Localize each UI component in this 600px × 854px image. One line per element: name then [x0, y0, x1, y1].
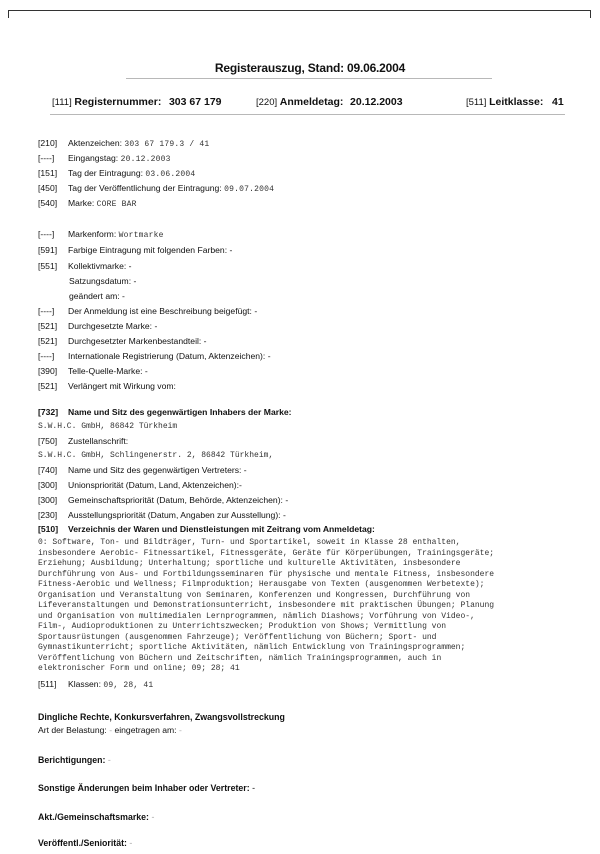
field-aktenzeichen: [38, 138, 209, 150]
field-code: [300]: [38, 495, 58, 505]
field-label: Eingangstag:: [68, 153, 119, 163]
field-unionsprioritaet: [38, 480, 242, 491]
field-code: [591]: [38, 245, 58, 255]
anm-value: 20.12.2003: [350, 96, 403, 108]
field-beschreibung: [38, 306, 257, 317]
field-verlaengert: [38, 381, 176, 392]
field-code: [511]: [38, 679, 57, 689]
field-code: [510]: [38, 524, 59, 534]
field-satzungsdatum: [69, 276, 136, 287]
page-border-right: [590, 10, 591, 18]
field-value: -: [151, 812, 155, 822]
field-label: geändert am:: [69, 291, 120, 301]
field-value: 20.12.2003: [120, 155, 171, 164]
klasse-code: [511]: [466, 97, 487, 108]
field-code: [740]: [38, 465, 58, 475]
veroeffentl-senioritaet: [38, 838, 132, 848]
field-label: Durchgesetzte Marke:: [68, 321, 153, 331]
field-value: -: [229, 245, 233, 255]
field-label: Durchgesetzter Markenbestandteil:: [68, 336, 202, 346]
field-value: -: [252, 783, 256, 793]
field-gemeinschaftsprioritaet: [38, 495, 288, 506]
klasse-value: 41: [552, 96, 564, 108]
field-code: [----]: [38, 351, 55, 361]
field-value: -: [282, 510, 286, 520]
berichtigungen: [38, 755, 111, 765]
field-eintragung: [38, 168, 195, 180]
field-label: Gemeinschaftspriorität (Datum, Behörde, Aktenzeichen):: [68, 495, 283, 505]
field-code: [732]: [38, 407, 59, 417]
waren-line: Durchführung von Aus- und Fortbildungsseminaren für physische und mentale Fitness, insbesondere: [38, 569, 495, 579]
field-label: Berichtigungen:: [38, 755, 106, 765]
waren-line: insbesondere Aerobic- Fitnessartikel, Fitnessgeräte, Geräte für Körperübungen, Trainingsgeräte;: [38, 548, 495, 558]
field-code: [521]: [38, 321, 58, 331]
field-value: -: [144, 366, 148, 376]
field-value: -: [128, 261, 132, 271]
anm-label: Anmeldetag:: [279, 96, 344, 108]
field-ausstellungsprioritaet: [38, 510, 286, 521]
field-label: Akt./Gemeinschaftsmarke:: [38, 812, 149, 822]
reg-label: Registernummer:: [74, 96, 162, 108]
field-value: -: [254, 306, 258, 316]
field-code: [151]: [38, 168, 58, 178]
page-border-top: [8, 10, 591, 11]
field-veroeffentlichung: [38, 183, 274, 195]
field-code: [521]: [38, 336, 58, 346]
field-value: -: [129, 838, 133, 848]
field-label: Satzungsdatum:: [69, 276, 132, 286]
field-label: Klassen:: [68, 679, 101, 689]
field-label: Aktenzeichen:: [68, 138, 122, 148]
field-label: Name und Sitz des gegenwärtigen Inhabers der Marke:: [68, 407, 292, 417]
field-value: -: [154, 321, 158, 331]
field-label: Zustellanschrift:: [68, 436, 129, 446]
field-code: [540]: [38, 198, 58, 208]
field-label: Farbige Eintragung mit folgenden Farben:: [68, 245, 228, 255]
field-value: -: [122, 291, 125, 301]
field-value: -: [243, 465, 247, 475]
field-belastung: [38, 725, 182, 736]
field-markenform: [38, 229, 164, 241]
field-code: [210]: [38, 138, 58, 148]
field-vertreter: [38, 465, 247, 476]
field-eingangstag: [38, 153, 171, 165]
header-divider: [50, 114, 565, 115]
field-value: 09, 28, 41: [103, 681, 154, 690]
field-value: -: [203, 336, 207, 346]
field-value: -: [267, 351, 271, 361]
zustellanschrift-value: S.W.H.C. GmbH, Schlingenerstr. 2, 86842 Türkheim,: [38, 451, 274, 460]
klasse-label: Leitklasse:: [489, 96, 544, 108]
field-kollektiv: [38, 261, 132, 272]
sonstige-aenderungen: [38, 783, 255, 793]
field-value: 03.06.2004: [145, 170, 196, 179]
field-label: Markenform:: [68, 229, 117, 239]
field-label: Kollektivmarke:: [68, 261, 127, 271]
registernummer: [52, 96, 222, 108]
field-label: Name und Sitz des gegenwärtigen Vertreters:: [68, 465, 242, 475]
field-label: Tag der Veröffentlichung der Eintragung:: [68, 183, 222, 193]
reg-value: 303 67 179: [168, 96, 222, 108]
field-label: Veröffentl./Seniorität:: [38, 838, 127, 848]
field-inhaber: [38, 407, 292, 418]
field-durchgesetzte-marke: [38, 321, 157, 332]
field-marke: [38, 198, 137, 210]
anmeldetag: [256, 96, 403, 108]
waren-line: Film-, Audioproduktionen zu Unterrichtszwecken; Produktion von Shows; Vermittlung von: [38, 622, 447, 631]
field-code: [521]: [38, 381, 58, 391]
leitklasse: [466, 96, 564, 108]
field-label: Art der Belastung:: [38, 725, 107, 735]
field-value: -: [178, 725, 182, 735]
field-value: -: [285, 495, 289, 505]
waren-line: elektronischer Form und online; 09; 28; 41: [38, 664, 240, 673]
field-code: [300]: [38, 480, 58, 490]
waren-line: Gymnastikunterricht; sportliche Aktivitäten, nämlich Entwicklung von Trainingsprogrammen;: [38, 643, 466, 652]
dingliche-rechte-title: Dingliche Rechte, Konkursverfahren, Zwangsvollstreckung: [38, 712, 285, 722]
field-value: 303 67 179.3 / 41: [124, 140, 210, 149]
field-value: -: [107, 755, 111, 765]
field-label: Internationale Registrierung (Datum, Aktenzeichen):: [68, 351, 266, 361]
field-label: Ausstellungspriorität (Datum, Angaben zur Ausstellung):: [68, 510, 281, 520]
field-code: [230]: [38, 510, 58, 520]
field-code: [----]: [38, 306, 55, 316]
field-code: [450]: [38, 183, 58, 193]
field-code: [750]: [38, 436, 58, 446]
title-divider: [126, 78, 492, 79]
waren-line: 0: Software, Ton- und Bildträger, Turn- und Sportartikel, soweit in Klasse 28 enthalten,: [38, 538, 461, 547]
field-code: [----]: [38, 229, 55, 239]
field-klassen: [38, 679, 153, 691]
field-farbig: [38, 245, 232, 256]
reg-code: [111]: [52, 97, 72, 108]
field-code: [----]: [38, 153, 55, 163]
field-telle-quelle: [38, 366, 148, 377]
waren-line: Veröffentlichung von Büchern und Zeitschriften, nämlich Trainingsprogrammen, auch in: [38, 653, 442, 663]
anm-code: [220]: [256, 97, 278, 108]
field-code: [390]: [38, 366, 58, 376]
field-label: Marke:: [68, 198, 95, 208]
field-value: 09.07.2004: [224, 185, 275, 194]
waren-line: Fitness-Aerobic und Wellness; Filmproduktion; Herausgabe von Texten (ausgenommen Werbetexte);: [38, 580, 485, 589]
waren-line: Sportausrüstungen (ausgenommen Fahrzeuge); Veröffentlichung von Büchern; Sport- und: [38, 632, 437, 642]
field-geaendert: [69, 291, 125, 302]
waren-line: Organisation und Veranstaltung von Seminaren, Konferenzen und Kongressen, Durchführung von: [38, 590, 471, 600]
waren-line: und Organisation von multimedialen Lernprogrammen, nämlich Diashows; Vorführung von Video-,: [38, 611, 475, 621]
page-border-left: [8, 10, 9, 18]
field-value: -: [239, 480, 242, 490]
page-title: Registerauszug, Stand: 09.06.2004: [214, 61, 406, 75]
field-code: [551]: [38, 261, 58, 271]
field-internationale-registrierung: [38, 351, 271, 362]
field-label: Der Anmeldung ist eine Beschreibung beigefügt:: [68, 306, 252, 316]
field-markenbestandteil: [38, 336, 207, 347]
waren-line: Erziehung; Ausbildung; Unterhaltung; sportliche und kulturelle Aktivitäten, insbesondere: [38, 559, 461, 568]
field-value: Wortmarke: [118, 231, 164, 240]
field-label: Verlängert mit Wirkung vom:: [68, 381, 176, 391]
akt-gemeinschaftsmarke: [38, 812, 154, 822]
inhaber-value: S.W.H.C. GmbH, 86842 Türkheim: [38, 422, 178, 431]
field-waren-verzeichnis: [38, 524, 375, 535]
waren-line: Lifeveranstaltungen und Demonstrationsunterricht, insbesondere mit praktischen Übungen; Planung: [38, 601, 495, 610]
field-value: CORE BAR: [96, 200, 137, 209]
field-label: Sonstige Änderungen beim Inhaber oder Vertreter:: [38, 783, 250, 793]
field-label: eingetragen am:: [114, 725, 177, 735]
field-label: Verzeichnis der Waren und Dienstleistungen mit Zeitrang vom Anmeldetag:: [68, 524, 375, 534]
field-label: Tag der Eintragung:: [68, 168, 144, 178]
field-value: -: [133, 276, 137, 286]
field-value: -: [109, 725, 113, 735]
field-label: Unionspriorität (Datum, Land, Aktenzeichen):: [68, 480, 240, 490]
field-label: Telle-Quelle-Marke:: [68, 366, 143, 376]
field-zustellanschrift: [38, 436, 128, 447]
